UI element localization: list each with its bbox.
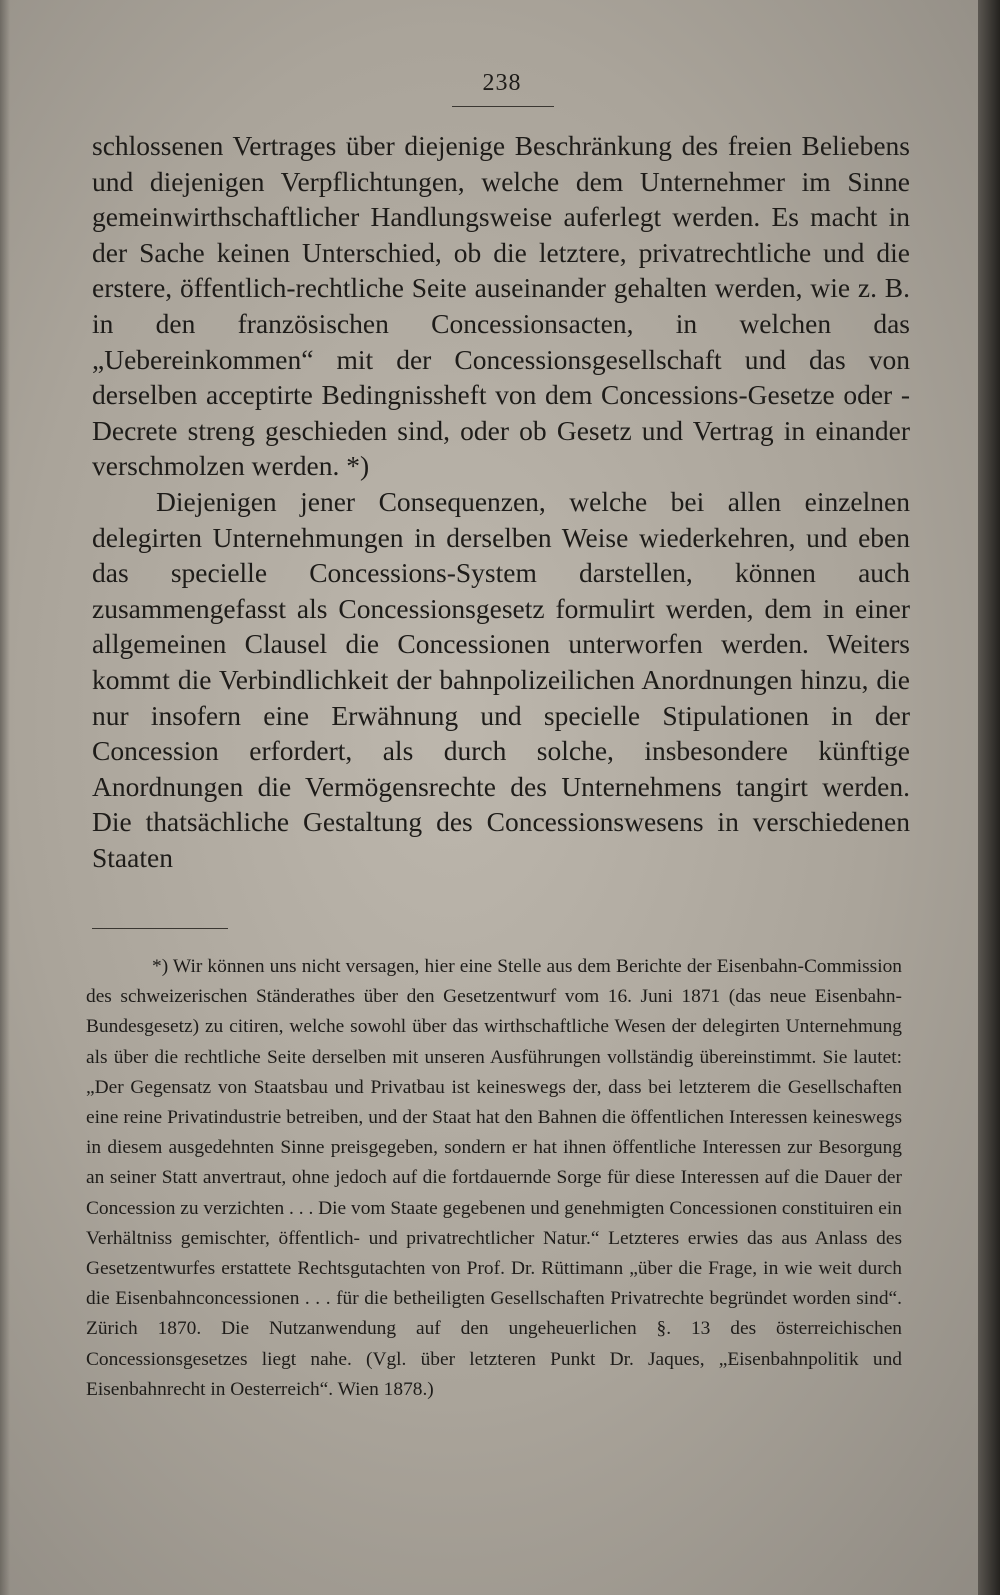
page-right-binding-shadow [978, 0, 1000, 1595]
body-paragraph-1: schlossenen Vertrages über diejenige Beschränkung des freien Beliebens und diejenigen Verpflichtungen, welche dem Unternehmer im Sinne gemeinwirthschaftlicher Handlungsweise auferlegt werden. Es macht in der Sache keinen Unterschied, ob die letztere, privatrechtliche und die erstere, öffentlich-rechtliche Seite auseinander gehalten werden, wie z. B. in den französischen Concessionsacten, in welchen das „Uebereinkommen“ mit der Concessionsgesellschaft und das von derselben acceptirte Bedingnissheft von dem Concessions-Gesetze oder -Decrete streng geschieden sind, oder ob Gesetz und Vertrag in einander verschmolzen werden. *) [92, 130, 910, 482]
body-paragraph-2: Diejenigen jener Consequenzen, welche bei allen einzelnen delegirten Unternehmungen in derselben Weise wiederkehren, und eben das specielle Concessions-System darstellen, können auch zusammengefasst als Concessionsgesetz formulirt werden, dem in einer allgemeinen Clausel die Concessionen unterworfen werden. Weiters kommt die Verbindlichkeit der bahnpolizeilichen Anordnungen hinzu, die nur insofern eine Erwähnung und specielle Stipulationen in der Concession erfordert, als durch solche, insbesondere künftige Anordnungen die Vermögensrechte des Unternehmens tangirt werden. Die thatsächliche Gestaltung des Concessionswesens in verschiedenen Staaten [92, 485, 910, 873]
page-number-rule [452, 106, 554, 107]
footnote: *) Wir können uns nicht versagen, hier eine Stelle aus dem Berichte der Eisenbahn-Commission des schweizerischen Ständerathes über den Gesetzentwurf vom 16. Juni 1871 (das neue Eisenbahn-Bundesgesetz) zu citiren, welche sowohl über das wirthschaftliche Wesen der delegirten Unternehmung als über die rechtliche Seite derselben mit unseren Ausführungen vollständig übereinstimmt. Sie lautet: „Der Gegensatz von Staatsbau und Privatbau ist keineswegs der, dass bei letzterem die Gesellschaften eine reine Privatindustrie betreiben, und der Staat hat den Bahnen die öffentlichen Interessen keineswegs in diesem ausgedehnten Sinne preisgegeben, sondern er hat ihnen öffentliche Interessen zur Besorgung an seiner Statt anvertraut, ohne jedoch auf die fortdauernde Sorge für diese Interessen auf die Dauer der Concession zu verzichten . . . Die vom Staate gegebenen und genehmigten Concessionen constituiren ein Verhältniss gemischter, öffentlich- und privatrechtlicher Natur.“ Letzteres erwies das aus Anlass des Gesetzentwurfes erstattete Rechtsgutachten von Prof. Dr. Rüttimann „über die Frage, in wie weit durch die Eisenbahnconcessionen . . . für die betheiligten Gesellschaften Privatrechte begründet worden sind“. Zürich 1870. Die Nutzanwendung auf den ungeheuerlichen §. 13 des österreichischen Concessionsgesetzes liegt nahe. (Vgl. über letzteren Punkt Dr. Jaques, „Eisenbahnpolitik und Eisenbahnrecht in Oesterreich“. Wien 1878.) [86, 956, 902, 1400]
footnote-rule [92, 928, 228, 929]
page-left-shadow [0, 0, 10, 1595]
main-text [92, 128, 910, 875]
page-number: 238 [482, 70, 522, 96]
